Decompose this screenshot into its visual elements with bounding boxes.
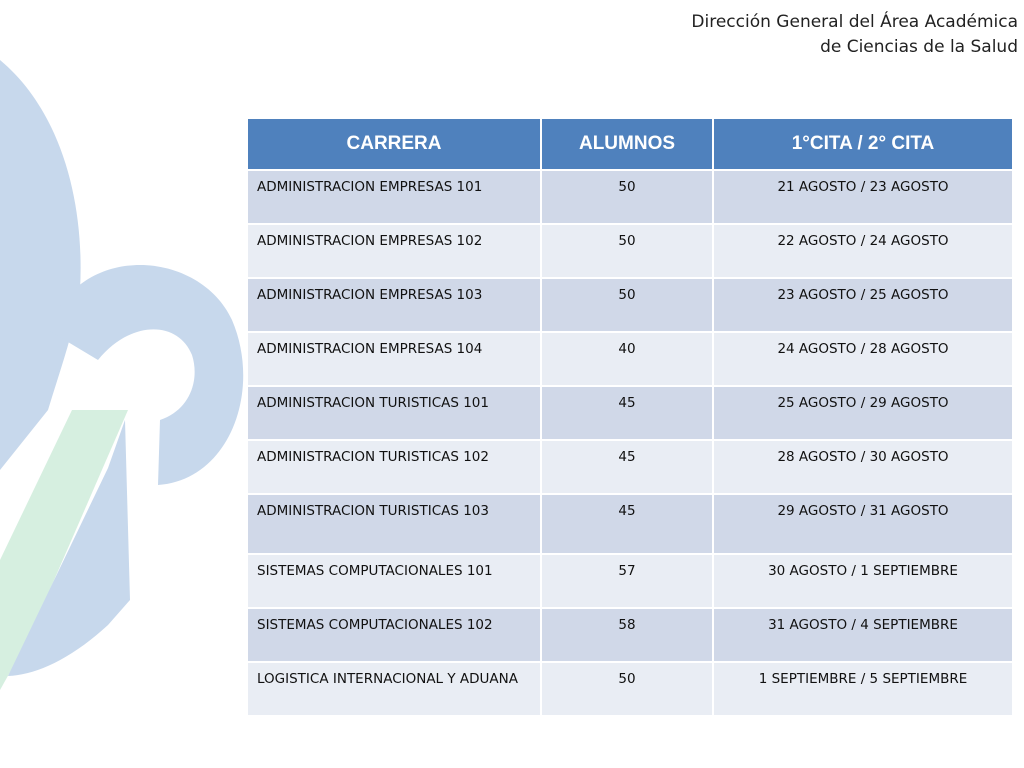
cell-citas: 23 AGOSTO / 25 AGOSTO: [713, 278, 1013, 332]
cell-alumnos: 57: [541, 554, 713, 608]
cell-citas: 30 AGOSTO / 1 SEPTIEMBRE: [713, 554, 1013, 608]
cell-carrera: ADMINISTRACION EMPRESAS 103: [247, 278, 541, 332]
cell-citas: 29 AGOSTO / 31 AGOSTO: [713, 494, 1013, 554]
cell-carrera: ADMINISTRACION EMPRESAS 102: [247, 224, 541, 278]
cell-carrera: ADMINISTRACION EMPRESAS 101: [247, 170, 541, 224]
table-row: [247, 170, 1013, 224]
cell-carrera: ADMINISTRACION TURISTICAS 103: [247, 494, 541, 554]
cell-carrera: ADMINISTRACION TURISTICAS 101: [247, 386, 541, 440]
cell-carrera: SISTEMAS COMPUTACIONALES 102: [247, 608, 541, 662]
cell-citas: 28 AGOSTO / 30 AGOSTO: [713, 440, 1013, 494]
table-row: [247, 662, 1013, 716]
header-line-2: de Ciencias de la Salud: [820, 37, 1018, 57]
table-row: [247, 224, 1013, 278]
table-row: [247, 278, 1013, 332]
cell-carrera: LOGISTICA INTERNACIONAL Y ADUANA: [247, 662, 541, 716]
document-header: [691, 10, 1018, 60]
cell-alumnos: 45: [541, 440, 713, 494]
column-header-alumnos: ALUMNOS: [541, 118, 713, 170]
cell-citas: 25 AGOSTO / 29 AGOSTO: [713, 386, 1013, 440]
header-line-1: Dirección General del Área Académica: [691, 12, 1018, 32]
cell-alumnos: 40: [541, 332, 713, 386]
cell-citas: 1 SEPTIEMBRE / 5 SEPTIEMBRE: [713, 662, 1013, 716]
table-header-row: [247, 118, 1013, 170]
cell-alumnos: 45: [541, 386, 713, 440]
table-row: [247, 440, 1013, 494]
cell-alumnos: 45: [541, 494, 713, 554]
cell-alumnos: 50: [541, 278, 713, 332]
cell-citas: 24 AGOSTO / 28 AGOSTO: [713, 332, 1013, 386]
cell-alumnos: 50: [541, 170, 713, 224]
cell-alumnos: 50: [541, 662, 713, 716]
table-row: [247, 386, 1013, 440]
table-row: [247, 494, 1013, 554]
cell-alumnos: 58: [541, 608, 713, 662]
cell-citas: 31 AGOSTO / 4 SEPTIEMBRE: [713, 608, 1013, 662]
cell-carrera: ADMINISTRACION EMPRESAS 104: [247, 332, 541, 386]
cell-alumnos: 50: [541, 224, 713, 278]
column-header-carrera: CARRERA: [247, 118, 541, 170]
cell-carrera: ADMINISTRACION TURISTICAS 102: [247, 440, 541, 494]
cell-citas: 22 AGOSTO / 24 AGOSTO: [713, 224, 1013, 278]
column-header-citas: 1°CITA / 2° CITA: [713, 118, 1013, 170]
schedule-table: [246, 117, 1014, 717]
logo-leaf-top: [0, 60, 81, 470]
table-row: [247, 554, 1013, 608]
table-row: [247, 332, 1013, 386]
table-row: [247, 608, 1013, 662]
university-logo-watermark: [0, 0, 260, 720]
cell-carrera: SISTEMAS COMPUTACIONALES 101: [247, 554, 541, 608]
cell-citas: 21 AGOSTO / 23 AGOSTO: [713, 170, 1013, 224]
